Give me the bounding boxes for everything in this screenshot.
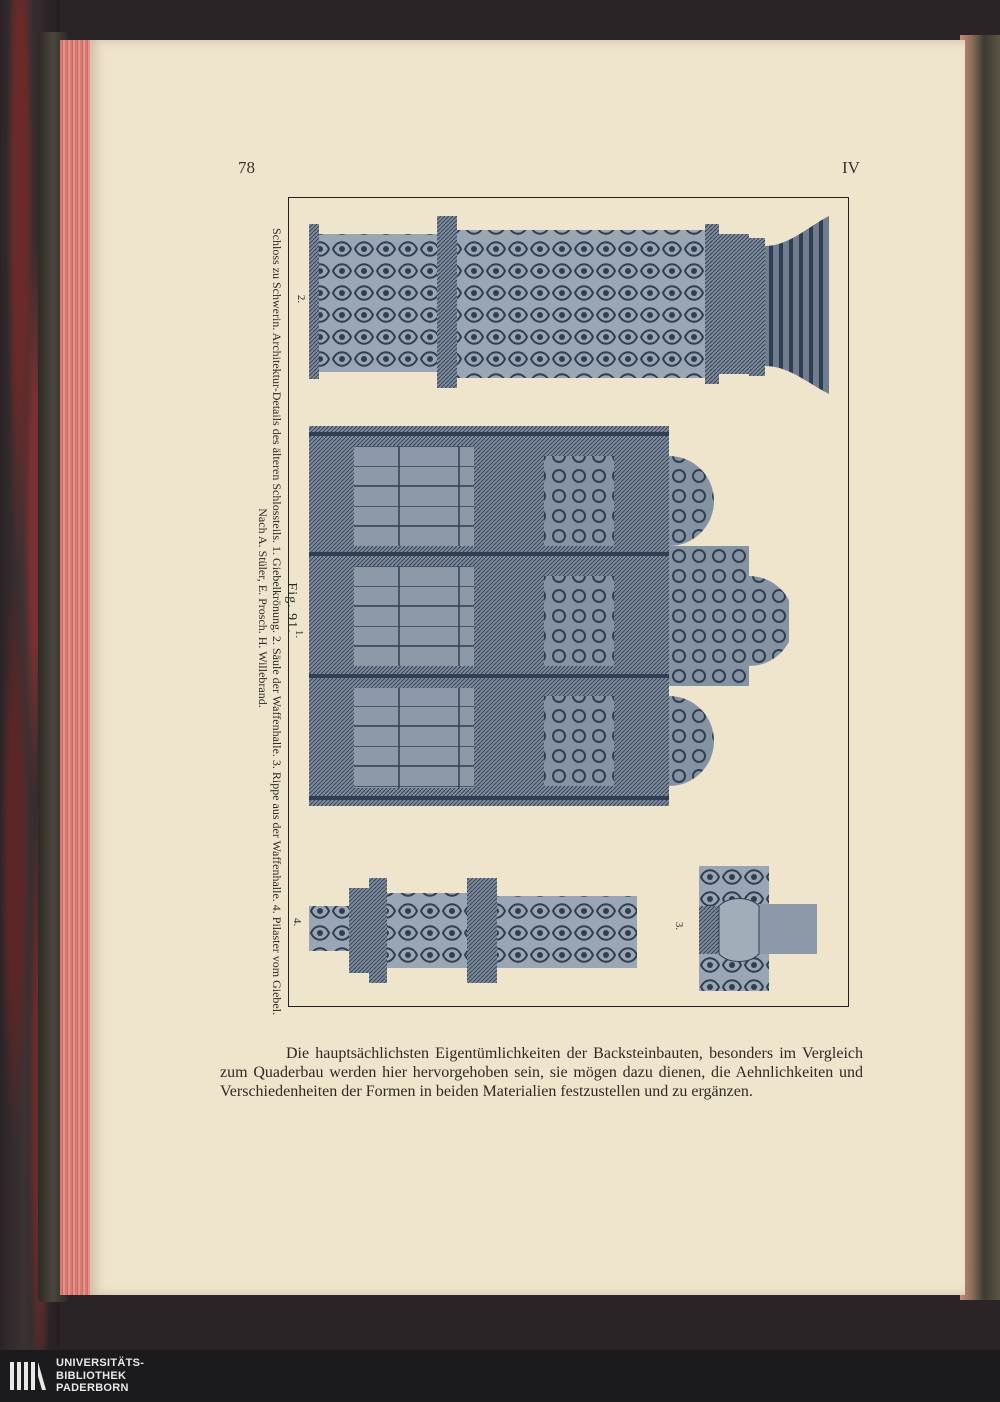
figure-frame xyxy=(288,197,849,1007)
page-number: 78 xyxy=(238,158,255,177)
gable-crowning-illustration xyxy=(309,426,789,826)
library-logo-icon xyxy=(10,1358,46,1394)
facing-page-edge xyxy=(960,35,1000,1300)
library-name xyxy=(56,1357,144,1395)
library-name-line-1: UNIVERSITÄTS- xyxy=(56,1357,145,1369)
part-label-3: 3. xyxy=(673,921,686,931)
library-name-line-2: BIBLIOTHEK xyxy=(56,1369,127,1382)
book-page xyxy=(90,40,965,1295)
rib-illustration xyxy=(699,866,819,991)
caption-line-1: Schloss zu Schwerin. Architektur-Details des älteren Schlossteils. 1. Giebelkrönung. 2. Säule der Waffenhalle. 3. Rippe aus der Waffenhalle. 4. Pilaster vom Giebel. xyxy=(270,228,284,1016)
column-illustration xyxy=(309,216,834,401)
page-stack-edge xyxy=(60,40,92,1295)
caption-line-2: Nach A. Stüler, E. Prosch. H. Willebrand. xyxy=(256,508,270,708)
part-label-2: 2. xyxy=(295,294,308,304)
section-mark: IV xyxy=(842,158,860,177)
part-label-1: 1. xyxy=(293,629,306,639)
pilaster-illustration xyxy=(309,878,639,988)
library-name-line-3: PADERBORN xyxy=(56,1382,129,1394)
part-label-4: 4. xyxy=(291,917,304,927)
figure-label: Fig. 91. xyxy=(284,582,299,634)
body-paragraph: Die hauptsächlichsten Eigentümlichkeiten der Backsteinbauten, besonders im Vergleich zum Quaderbau werden hier hervorgehoben sein, sie mögen dazu dienen, die Aehnlichkeiten und Verschiedenheiten der Formen in beiden Materialien festzustellen und zu ergänzen. xyxy=(220,1045,863,1100)
library-footer xyxy=(0,1350,1000,1402)
